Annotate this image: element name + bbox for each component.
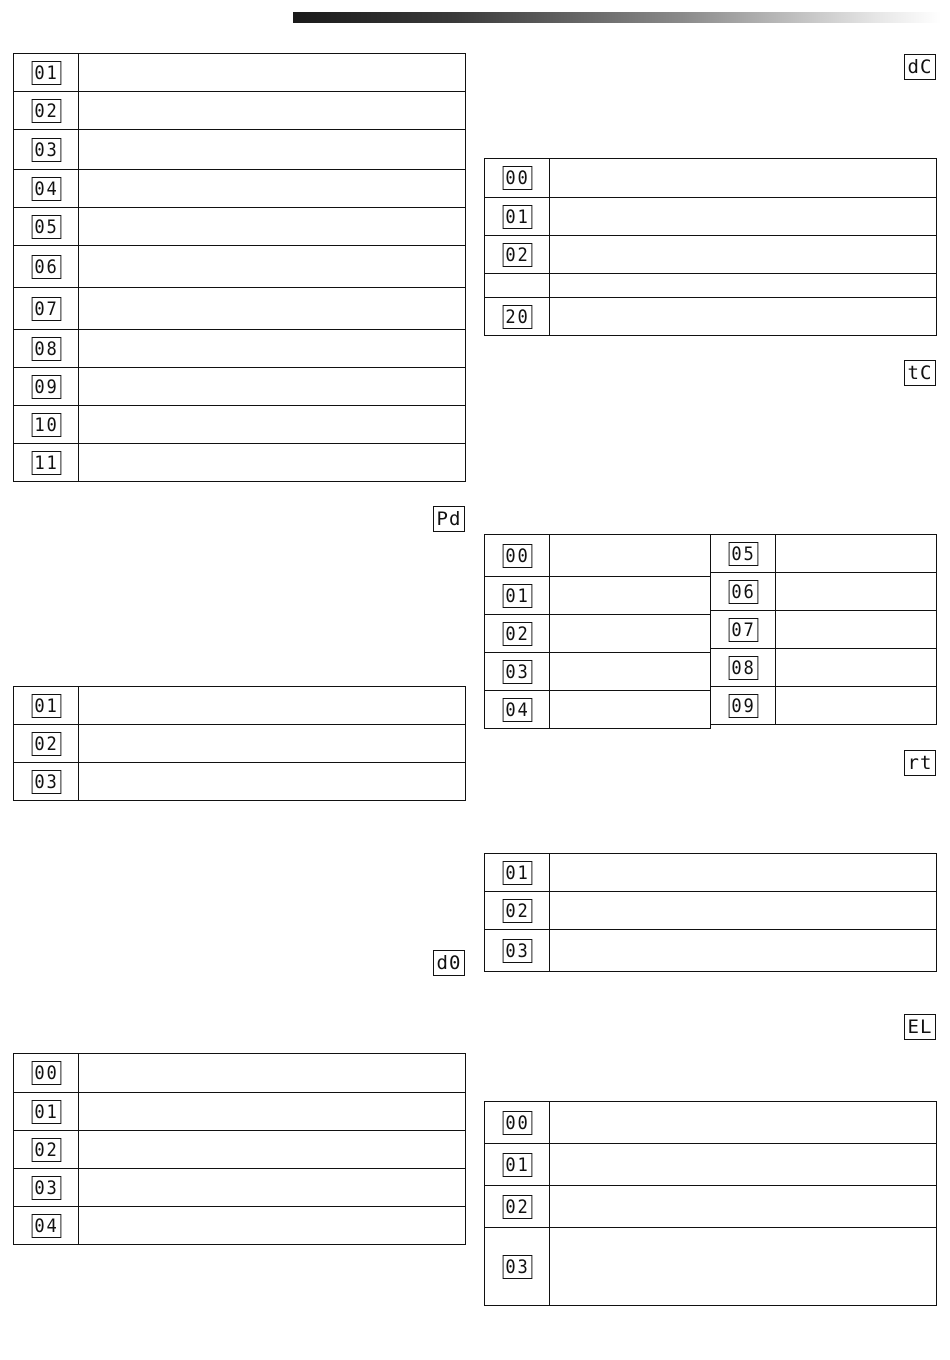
table-row <box>485 198 937 236</box>
table-codes-d0 <box>13 1053 466 1245</box>
d0-badge: d0 <box>433 950 465 976</box>
row-description <box>79 288 466 330</box>
code-display: 11 <box>31 451 61 475</box>
table-codes-dc <box>484 158 937 336</box>
code-display: 03 <box>502 660 532 684</box>
code-display: 04 <box>502 698 532 722</box>
rt-badge: rt <box>904 750 936 776</box>
code-display: 08 <box>31 337 61 361</box>
row-description <box>79 725 466 763</box>
row-description <box>550 653 711 691</box>
code-display: 01 <box>502 1153 532 1177</box>
table-row <box>485 653 711 691</box>
table-codes-a <box>13 53 466 482</box>
code-display: 09 <box>728 694 758 718</box>
code-display: 01 <box>502 584 532 608</box>
table-codes-tc-left <box>484 534 711 729</box>
row-description <box>550 274 937 298</box>
row-description <box>550 159 937 198</box>
code-display: 06 <box>31 255 61 279</box>
code-cell-empty <box>485 274 550 298</box>
code-display: 02 <box>502 243 532 267</box>
table-row <box>485 691 711 729</box>
table-row <box>485 930 937 972</box>
row-description <box>776 535 937 573</box>
table-row <box>711 535 937 573</box>
table-row <box>14 130 466 170</box>
row-description <box>79 1131 466 1169</box>
row-description <box>79 54 466 92</box>
row-description <box>550 1102 937 1144</box>
table-row <box>14 1054 466 1093</box>
table-codes-tc-right <box>710 534 937 725</box>
table-row <box>14 368 466 406</box>
table-codes-rt <box>484 853 937 972</box>
el-badge: EL <box>904 1014 936 1040</box>
table-codes-pd <box>13 686 466 801</box>
row-description <box>79 1207 466 1245</box>
row-description <box>776 573 937 611</box>
code-display: 02 <box>31 1138 61 1162</box>
code-display: 01 <box>502 861 532 885</box>
table-row <box>14 208 466 246</box>
code-display: 05 <box>728 542 758 566</box>
code-display: 03 <box>31 138 61 162</box>
row-description <box>79 208 466 246</box>
table-row <box>485 236 937 274</box>
row-description <box>79 444 466 482</box>
row-description <box>550 892 937 930</box>
table-row <box>14 406 466 444</box>
row-description <box>79 1093 466 1131</box>
code-display: 02 <box>31 732 61 756</box>
table-codes-el <box>484 1101 937 1306</box>
code-display: 02 <box>502 1195 532 1219</box>
row-description <box>550 1144 937 1186</box>
table-row <box>14 1131 466 1169</box>
table-row <box>485 1186 937 1228</box>
code-display: 20 <box>502 305 532 329</box>
code-display: 02 <box>502 622 532 646</box>
table-row <box>711 649 937 687</box>
row-description <box>776 687 937 725</box>
row-description <box>550 577 711 615</box>
code-display: 05 <box>31 215 61 239</box>
row-description <box>79 1169 466 1207</box>
row-description <box>550 1186 937 1228</box>
table-row <box>14 1207 466 1245</box>
code-display: 01 <box>31 694 61 718</box>
code-display: 03 <box>502 1255 532 1279</box>
code-display: 00 <box>502 544 532 568</box>
table-row <box>711 611 937 649</box>
row-description <box>550 854 937 892</box>
row-description <box>79 1054 466 1093</box>
row-description <box>79 130 466 170</box>
table-row <box>711 687 937 725</box>
table-row <box>14 725 466 763</box>
table-row <box>485 892 937 930</box>
table-row <box>14 330 466 368</box>
row-description <box>776 611 937 649</box>
code-display: 03 <box>502 939 532 963</box>
table-row <box>14 763 466 801</box>
row-description <box>79 330 466 368</box>
row-description <box>79 368 466 406</box>
table-row <box>485 1144 937 1186</box>
table-row <box>485 854 937 892</box>
code-display: 02 <box>31 99 61 123</box>
row-description <box>550 615 711 653</box>
code-display: 07 <box>728 618 758 642</box>
table-row <box>14 54 466 92</box>
code-display: 01 <box>502 205 532 229</box>
row-description <box>550 930 937 972</box>
row-description <box>550 198 937 236</box>
row-description <box>550 535 711 577</box>
table-row <box>485 577 711 615</box>
code-display: 07 <box>31 297 61 321</box>
tc-badge: tC <box>904 360 936 386</box>
code-display: 01 <box>31 1100 61 1124</box>
table-row <box>485 1228 937 1306</box>
row-description <box>776 649 937 687</box>
code-display: 03 <box>31 770 61 794</box>
code-display: 00 <box>31 1061 61 1085</box>
row-description <box>550 236 937 274</box>
row-description <box>550 691 711 729</box>
row-description <box>79 246 466 288</box>
table-row <box>14 92 466 130</box>
row-description <box>550 298 937 336</box>
table-row <box>485 615 711 653</box>
code-display: 04 <box>31 177 61 201</box>
code-display: 08 <box>728 656 758 680</box>
row-description <box>79 687 466 725</box>
table-row <box>14 1169 466 1207</box>
code-display: 00 <box>502 166 532 190</box>
dc-badge: dC <box>904 54 936 80</box>
table-row <box>485 535 711 577</box>
table-row <box>14 288 466 330</box>
row-description <box>79 763 466 801</box>
code-display: 01 <box>31 61 61 85</box>
table-row <box>485 159 937 198</box>
code-display: 00 <box>502 1111 532 1135</box>
pd-badge: Pd <box>433 506 465 532</box>
code-display: 02 <box>502 899 532 923</box>
table-row <box>485 274 937 298</box>
table-row <box>14 246 466 288</box>
header-gradient-bar <box>293 12 941 23</box>
code-display: 09 <box>31 375 61 399</box>
code-display: 06 <box>728 580 758 604</box>
code-display: 10 <box>31 413 61 437</box>
table-row <box>14 170 466 208</box>
code-display: 04 <box>31 1214 61 1238</box>
table-row <box>14 444 466 482</box>
row-description <box>79 406 466 444</box>
table-row <box>711 573 937 611</box>
table-row <box>14 1093 466 1131</box>
table-row <box>14 687 466 725</box>
table-row <box>485 298 937 336</box>
table-row <box>485 1102 937 1144</box>
row-description <box>79 170 466 208</box>
row-description <box>550 1228 937 1306</box>
code-display: 03 <box>31 1176 61 1200</box>
row-description <box>79 92 466 130</box>
